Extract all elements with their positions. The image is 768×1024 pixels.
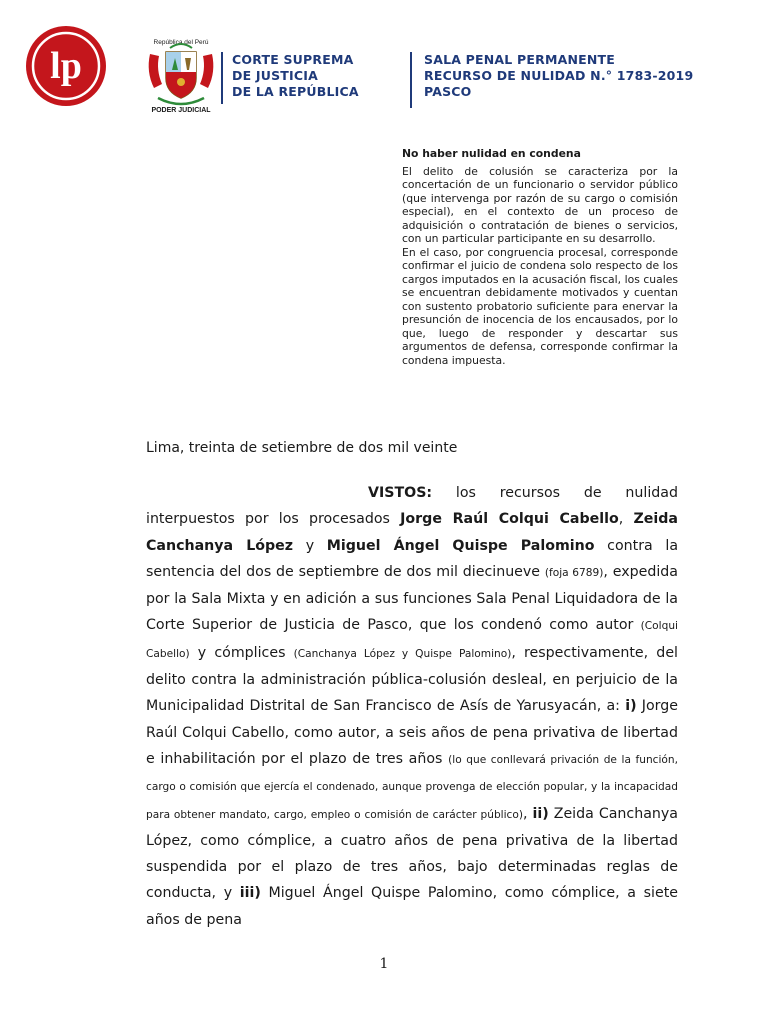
body-text-run: los recursos de nulidad interpuestos por los procesados	[146, 485, 678, 528]
court-line-3: DE LA REPÚBLICA	[232, 84, 359, 99]
court-name	[232, 52, 359, 100]
document-date: Lima, treinta de setiembre de dos mil veinte	[146, 440, 458, 456]
lp-logo-text: lp	[50, 45, 82, 87]
body-text-run: Zeida Canchanya López, como cómplice, a cuatro años de pena privativa de la libertad suspendida por el plazo de tres años, bajo determinadas reglas de conducta, y	[146, 805, 678, 902]
page-number: 1	[379, 956, 389, 972]
body-text-run: y	[293, 537, 327, 554]
item-marker-1: i)	[625, 698, 637, 715]
body-text-run: contra la sentencia del dos de septiembre de dos mil diecinueve	[146, 537, 679, 580]
lp-logo	[24, 24, 108, 108]
court-line-1: CORTE SUPREMA	[232, 52, 354, 67]
defendant-name-2: Zeida Canchanya López	[146, 511, 678, 554]
case-info	[424, 52, 693, 100]
vistos-heading: VISTOS:	[368, 485, 433, 501]
court-line-2: DE JUSTICIA	[232, 68, 318, 83]
seal-bottom-text: PODER JUDICIAL	[151, 107, 211, 114]
foja-reference: (foja 6789)	[544, 566, 604, 579]
sala-name: SALA PENAL PERMANENTE	[424, 52, 615, 67]
note-inhabilitation: (lo que conllevará privación de la función, cargo o comisión que ejercía el condenado, aunque provenga de elección popular, y la incapacidad para obtener mandato, cargo, empleo o comisión de carácter público)	[146, 753, 678, 821]
case-number: RECURSO DE NULIDAD N.° 1783-2019	[424, 68, 694, 83]
header-divider-left	[221, 52, 223, 104]
body-text	[146, 480, 678, 933]
body-text-run: y cómplices	[189, 644, 294, 661]
header-divider-right	[410, 52, 412, 108]
item-marker-3: iii)	[239, 885, 261, 902]
note-author: (Colqui Cabello)	[146, 620, 678, 660]
note-accomplices: (Canchanya López y Quispe Palomino)	[293, 647, 512, 660]
body-paragraph	[146, 480, 678, 933]
item-marker-2: ii)	[532, 805, 549, 822]
summary-title: No haber nulidad en condena	[402, 147, 581, 160]
defendant-name-3: Miguel Ángel Quispe Palomino	[326, 537, 595, 554]
summary-paragraph-1: El delito de colusión se caracteriza por la concertación de un funcionario o servidor público (que intervenga por razón de su cargo o comisión especial), en el contexto de un proceso de adquisición o contratación de bienes o servicios, con un particular participante en su desarrollo.	[402, 164, 678, 245]
seal-top-text: República del Perú	[153, 39, 209, 46]
case-location: PASCO	[424, 84, 472, 99]
defendant-name-1: Jorge Raúl Colqui Cabello	[400, 511, 619, 528]
poder-judicial-seal	[142, 36, 220, 114]
body-text-run: ,	[523, 805, 533, 822]
body-text-run: ,	[618, 511, 634, 528]
body-text-run: , respectivamente, del delito contra la administración pública-colusión desleal, en perjuicio de la Municipalidad Distrital de San Francisco de Asís de Yarusyacán, a:	[146, 644, 678, 715]
body-text-run: Miguel Ángel Quispe Palomino, como cómplice, a siete años de pena	[146, 885, 679, 928]
summary-paragraph-2: En el caso, por congruencia procesal, corresponde confirmar el juicio de condena solo respecto de los cargos imputados en la acusación fiscal, los cuales se encuentran debidamente motivados y cuentan con sustento probatorio suficiente para enervar la presunción de inocencia de los encausados, por lo que, luego de responder y descartar sus argumentos de defensa, corresponde confirmar la condena impuesta.	[402, 245, 678, 367]
body-text-run: Jorge Raúl Colqui Cabello, como autor, a seis años de pena privativa de libertad e inhabilitación por el plazo de tres años	[146, 698, 678, 767]
body-text-run: , expedida por la Sala Mixta y en adición a sus funciones Sala Penal Liquidadora de la Corte Superior de Justicia de Pasco, que los condenó como autor	[146, 563, 678, 634]
summary-box	[402, 147, 678, 367]
